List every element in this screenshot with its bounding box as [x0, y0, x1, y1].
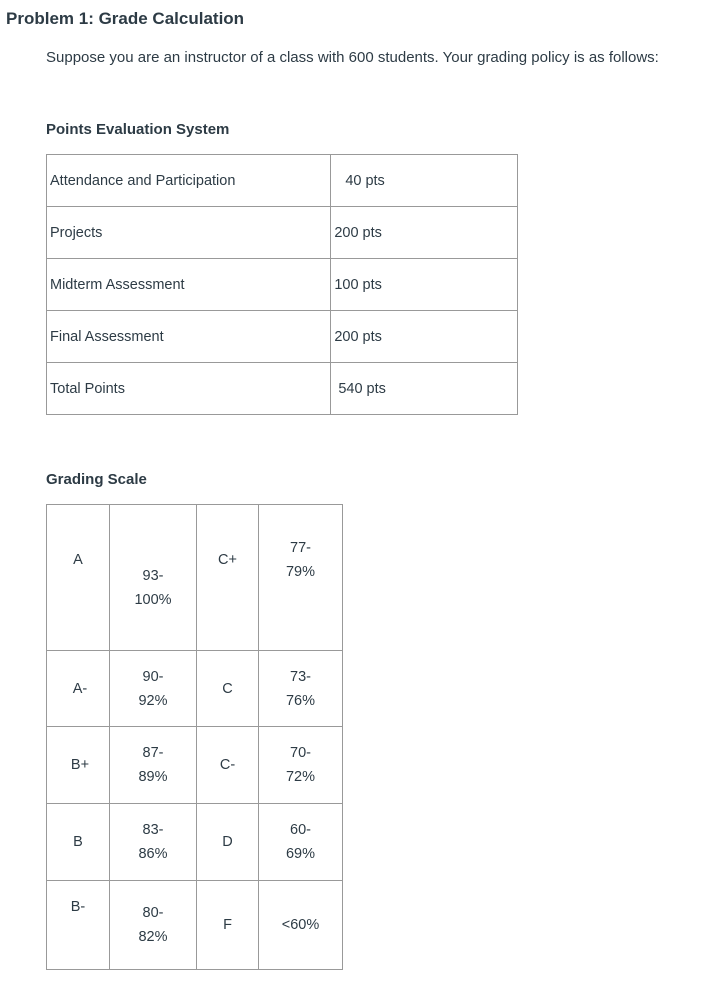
range-label: 90-92% — [138, 668, 168, 709]
table-row — [47, 207, 518, 259]
points-item-cell: Total Points — [47, 363, 331, 415]
grade-cell — [197, 651, 259, 727]
grade-cell — [197, 804, 259, 881]
points-value-cell: 40 pts — [331, 155, 518, 207]
range-label: 70-72% — [285, 745, 316, 785]
range-cell — [259, 727, 343, 804]
grade-cell — [47, 804, 110, 881]
table-row — [47, 727, 343, 804]
points-evaluation-table — [46, 154, 518, 415]
grade-cell — [47, 727, 110, 804]
grade-label: B — [73, 834, 83, 850]
range-label: 83-86% — [138, 822, 168, 862]
grade-label: C — [222, 680, 233, 697]
page-title: Problem 1: Grade Calculation — [6, 9, 245, 28]
grade-label: A- — [72, 680, 88, 697]
table-row — [47, 505, 343, 651]
grade-cell — [47, 505, 110, 651]
range-cell — [259, 881, 343, 970]
grade-label: C+ — [218, 551, 237, 568]
range-label: 73-76% — [285, 668, 316, 709]
grade-cell — [197, 727, 259, 804]
grade-label: F — [223, 917, 232, 933]
grade-label: D — [222, 834, 233, 850]
table-row — [47, 881, 343, 970]
table-row — [47, 363, 518, 415]
range-cell — [259, 505, 343, 651]
points-evaluation-heading: Points Evaluation System — [46, 121, 230, 138]
range-label: 60-69% — [285, 822, 316, 862]
grade-label: B+ — [70, 757, 90, 773]
grading-scale-table — [46, 504, 343, 970]
points-value-cell: 100 pts — [331, 259, 518, 311]
range-label: 80-82% — [138, 905, 168, 945]
range-label: 87-89% — [138, 745, 168, 785]
table-row — [47, 311, 518, 363]
points-value-cell: 540 pts — [331, 363, 518, 415]
range-cell — [259, 651, 343, 727]
grade-label: A — [73, 551, 83, 568]
grade-cell — [47, 651, 110, 727]
points-value-cell: 200 pts — [331, 311, 518, 363]
points-item-cell: Midterm Assessment — [47, 259, 331, 311]
points-item-cell: Attendance and Participation — [47, 155, 331, 207]
range-cell — [259, 804, 343, 881]
grade-label: C- — [219, 757, 236, 773]
grade-cell — [197, 505, 259, 651]
grade-cell — [47, 881, 110, 970]
range-label: <60% — [281, 917, 320, 933]
intro-text: Suppose you are an instructor of a class with 600 students. Your grading policy is as follows: — [46, 49, 659, 66]
range-cell — [110, 505, 197, 651]
range-cell — [110, 727, 197, 804]
points-item-cell: Final Assessment — [47, 311, 331, 363]
table-row — [47, 155, 518, 207]
range-cell — [110, 881, 197, 970]
points-item-cell: Projects — [47, 207, 331, 259]
grading-scale-heading: Grading Scale — [46, 471, 147, 488]
range-label: 77-79% — [285, 539, 316, 580]
range-cell — [110, 651, 197, 727]
table-row — [47, 804, 343, 881]
table-row — [47, 259, 518, 311]
table-row — [47, 651, 343, 727]
grade-cell — [197, 881, 259, 970]
points-value-cell: 200 pts — [331, 207, 518, 259]
range-label: 93-100% — [134, 567, 172, 608]
range-cell — [110, 804, 197, 881]
grade-label: B- — [70, 899, 86, 915]
